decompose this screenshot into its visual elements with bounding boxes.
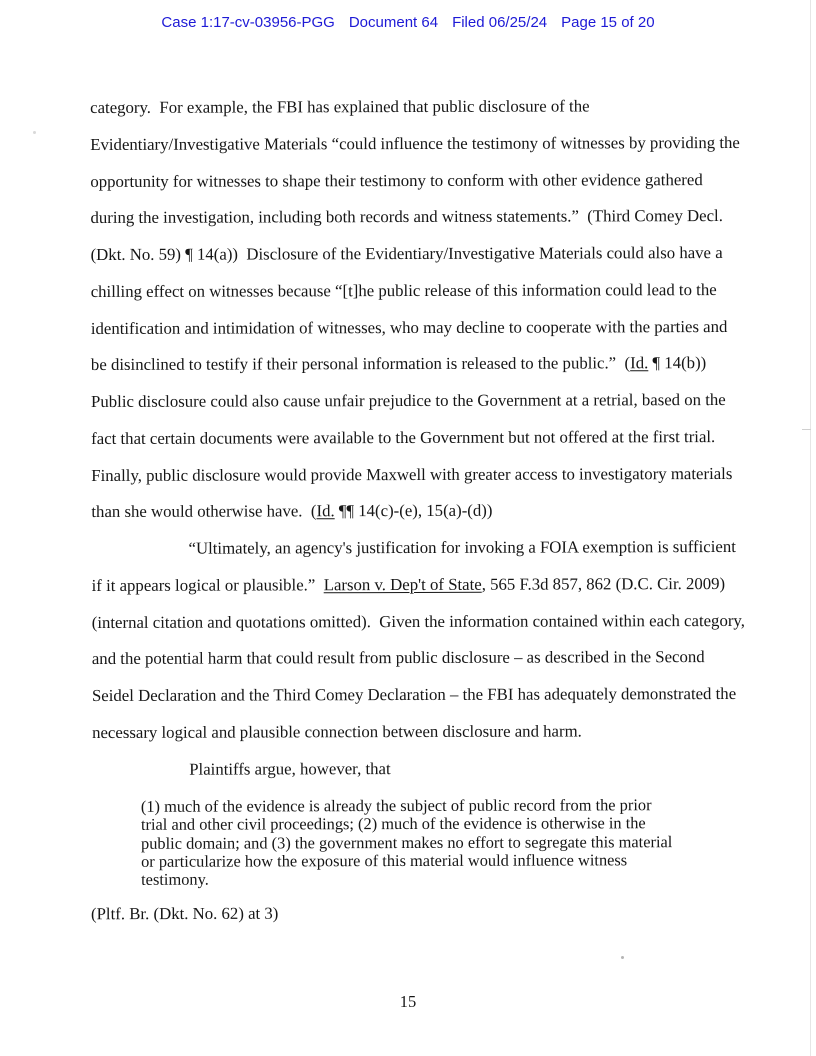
text-line: during the investigation, including both records and witness statements.” (Third Comey Decl. — [90, 206, 723, 228]
citation-line: (Pltf. Br. (Dkt. No. 62) at 3) — [90, 903, 279, 924]
text-line: and the potential harm that could result from public disclosure – as described in the Second — [91, 647, 705, 669]
blockquote-line: public domain; and (3) the government makes no effort to segregate this material — [140, 831, 673, 853]
document-number: Document 64 — [348, 14, 439, 31]
text-line: Plaintiffs argue, however, that — [189, 758, 391, 779]
text-line: Public disclosure could also cause unfair prejudice to the Government at a retrial, based on the — [91, 390, 726, 411]
text-line: category. For example, the FBI has explained that public disclosure of the — [90, 96, 590, 118]
scan-artifact-edge-line — [810, 0, 811, 1056]
text-line: necessary logical and plausible connection between disclosure and harm. — [92, 721, 582, 742]
blockquote-line: or particularize how the exposure of this material would influence witness — [141, 850, 628, 871]
page-number: 15 — [399, 992, 417, 1011]
text-line: Finally, public disclosure would provide Maxwell with greater access to investigatory materials — [91, 463, 733, 485]
blockquote-line: testimony. — [141, 869, 209, 890]
text-line: Seidel Declaration and the Third Comey Declaration – the FBI has adequately demonstrated the — [91, 683, 737, 705]
case-number: Case 1:17-cv-03956-PGG — [161, 14, 335, 31]
text-line: if it appears logical or plausible.” Larson v. Dep't of State, 565 F.3d 857, 862 (D.C. Cir. 2009) — [91, 573, 726, 595]
filed-date: Filed 06/25/24 — [452, 14, 548, 31]
text-line: Evidentiary/Investigative Materials “could influence the testimony of witnesses by providing the — [90, 132, 740, 154]
text-line: opportunity for witnesses to shape their testimony to conform with other evidence gathered — [90, 169, 703, 191]
blockquote-line: (1) much of the evidence is already the subject of public record from the prior — [140, 795, 652, 816]
page-indicator: Page 15 of 20 — [561, 14, 655, 31]
scan-artifact-speck — [621, 956, 624, 959]
ecf-header-stamp — [0, 14, 816, 31]
text-line: (Dkt. No. 59) ¶ 14(a)) Disclosure of the Evidentiary/Investigative Materials could also have a — [90, 243, 723, 265]
text-line: than she would otherwise have. (Id. ¶¶ 14(c)-(e), 15(a)-(d)) — [91, 500, 493, 522]
text-line: identification and intimidation of witnesses, who may decline to cooperate with the parties and — [90, 316, 728, 338]
text-line: “Ultimately, an agency's justification for invoking a FOIA exemption is sufficient — [188, 536, 736, 558]
scan-artifact-speck — [33, 131, 36, 134]
text-line: fact that certain documents were available to the Government but not offered at the first trial. — [91, 426, 716, 448]
scan-artifact-tick — [802, 429, 811, 430]
text-line: be disinclined to testify if their personal information is released to the public.” (Id. ¶ 14(b)) — [90, 353, 707, 375]
blockquote-line: trial and other civil proceedings; (2) much of the evidence is otherwise in the — [140, 813, 646, 835]
text-line: (internal citation and quotations omitted). Given the information contained within each category, — [91, 610, 745, 632]
blockquote — [141, 796, 671, 889]
text-line: chilling effect on witnesses because “[t]he public release of this information could lead to the — [90, 279, 717, 301]
document-body-text — [90, 88, 745, 788]
